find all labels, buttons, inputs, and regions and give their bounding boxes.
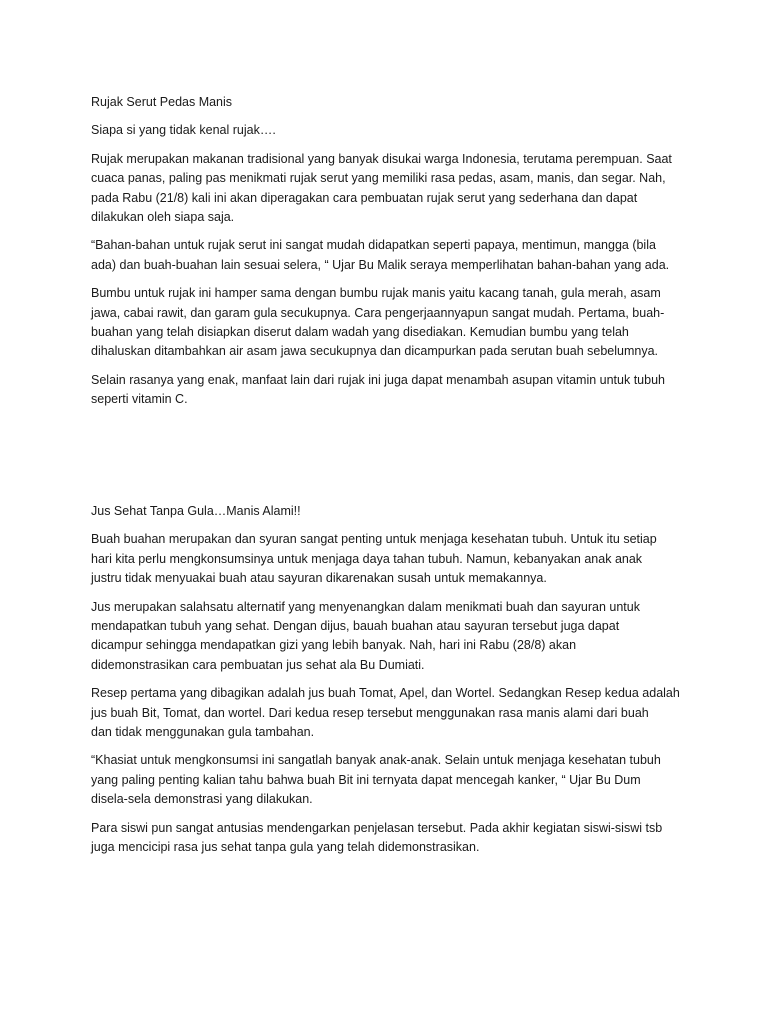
paragraph-line: cuaca panas, paling pas menikmati rujak serut yang memiliki rasa pedas, asam, manis, dan segar. Nah, <box>91 171 666 186</box>
article-title-text: Jus Sehat Tanpa Gula…Manis Alami!! <box>91 504 301 518</box>
paragraph <box>91 684 691 742</box>
paragraph-line: Buah buahan merupakan dan syuran sangat penting untuk menjaga kesehatan tubuh. Untuk itu setiap <box>91 532 657 547</box>
article-rujak <box>91 93 691 410</box>
paragraph-line: buahan yang telah disiapkan diserut dalam wadah yang disediakan. Kemudian bumbu yang telah <box>91 325 629 340</box>
paragraph-line: jus buah Bit, Tomat, dan wortel. Dari kedua resep tersebut menggunakan rasa manis alami dari buah <box>91 705 649 720</box>
paragraph <box>91 598 691 676</box>
paragraph-line: “Bahan-bahan untuk rujak serut ini sangat mudah didapatkan seperti papaya, mentimun, mangga (bila <box>91 238 656 253</box>
paragraph-line: disela-sela demonstrasi yang dilakukan. <box>91 792 313 807</box>
paragraph-line: dihaluskan ditambahkan air asam jawa secukupnya dan dicampurkan pada serutan buah sebelumnya. <box>91 344 659 359</box>
paragraph-line: ada) dan buah-buahan lain sesuai selera, “ Ujar Bu Malik seraya memperlihatan bahan-bahan yang ada. <box>91 257 670 272</box>
article-title <box>91 93 691 112</box>
paragraph-line: dan tidak menggunakan gula tambahan. <box>91 725 315 740</box>
paragraph-line: juga mencicipi rasa jus sehat tanpa gula yang telah didemonstrasikan. <box>91 840 480 855</box>
paragraph <box>91 150 691 228</box>
paragraph-line: jawa, cabai rawit, dan garam gula secukupnya. Cara pengerjaannyapun sangat mudah. Pertama, buah- <box>91 305 665 320</box>
paragraph-line: Selain rasanya yang enak, manfaat lain dari rujak ini juga dapat menambah asupan vitamin untuk tubuh <box>91 372 665 387</box>
article-title-text: Rujak Serut Pedas Manis <box>91 95 233 109</box>
paragraph-line: Para siswi pun sangat antusias mendengarkan penjelasan tersebut. Pada akhir kegiatan siswi-siswi tsb <box>91 820 663 835</box>
paragraph-line: Siapa si yang tidak kenal rujak…. <box>91 123 276 138</box>
paragraph <box>91 371 691 410</box>
paragraph-line: “Khasiat untuk mengkonsumsi ini sangatlah banyak anak-anak. Selain untuk menjaga kesehatan tubuh <box>91 753 661 768</box>
paragraph-line: dicampur sehingga mendapatkan gizi yang lebih banyak. Nah, hari ini Rabu (28/8) akan <box>91 638 577 653</box>
paragraph-line: mendapatkan tubuh yang sehat. Dengan dijus, bauah buahan atau sayuran tersebut juga dapat <box>91 619 620 634</box>
document-page <box>91 93 691 855</box>
paragraph-line: didemonstrasikan cara pembuatan jus sehat ala Bu Dumiati. <box>91 657 425 672</box>
paragraph-line: Jus merupakan salahsatu alternatif yang menyenangkan dalam menikmati buah dan sayuran untuk <box>91 599 640 614</box>
paragraph-line: hari kita perlu mengkonsumsinya untuk menjaga daya tahan tubuh. Namun, kebanyakan anak anak <box>91 551 643 566</box>
paragraph-line: pada Rabu (21/8) kali ini akan diperagakan cara pembuatan rujak serut yang sederhana dan dapat <box>91 190 638 205</box>
paragraph-line: seperti vitamin C. <box>91 392 188 407</box>
paragraph-line: Rujak merupakan makanan tradisional yang banyak disukai warga Indonesia, terutama perempuan. Saat <box>91 151 672 166</box>
paragraph <box>91 284 691 362</box>
article-title <box>91 502 691 521</box>
paragraph-line: Bumbu untuk rujak ini hamper sama dengan bumbu rujak manis yaitu kacang tanah, gula merah, asam <box>91 286 661 301</box>
paragraph-line: Resep pertama yang dibagikan adalah jus buah Tomat, Apel, dan Wortel. Sedangkan Resep kedua adalah <box>91 686 680 701</box>
paragraph <box>91 819 691 858</box>
paragraph-line: yang paling penting kalian tahu bahwa buah Bit ini ternyata dapat mencegah kanker, “ Ujar Bu Dum <box>91 772 641 787</box>
paragraph <box>91 121 691 140</box>
article-jus-sehat <box>91 502 691 867</box>
paragraph <box>91 236 691 275</box>
paragraph <box>91 530 691 588</box>
paragraph-line: justru tidak menyuakai buah atau sayuran dikarenakan susah untuk memakannya. <box>91 571 547 586</box>
paragraph-line: dilakukan oleh siapa saja. <box>91 210 235 225</box>
paragraph <box>91 751 691 809</box>
